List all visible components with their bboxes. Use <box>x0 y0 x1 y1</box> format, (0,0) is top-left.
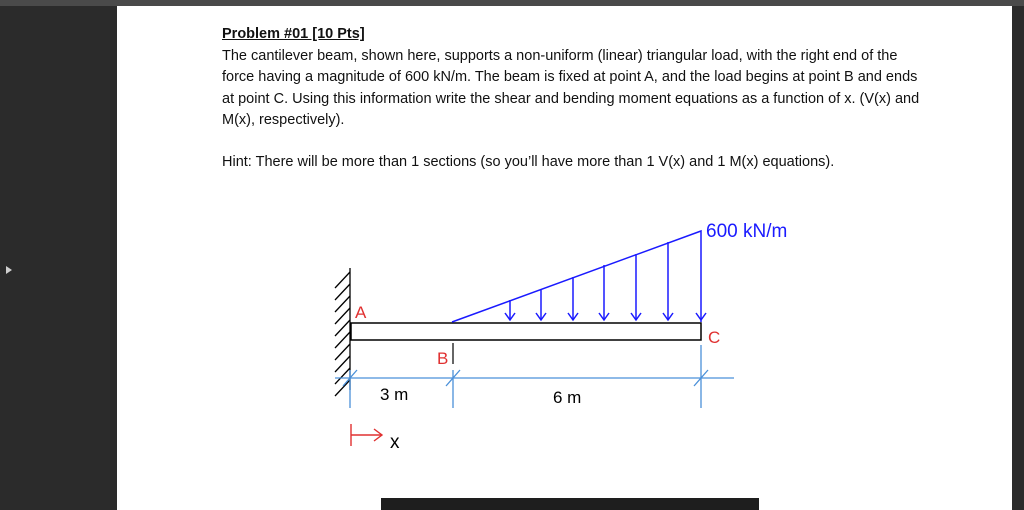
dimension-6m-label: 6 m <box>553 388 582 407</box>
problem-hint: Hint: There will be more than 1 sections (so you’ll have more than 1 V(x) and 1 M(x) equations). <box>222 154 835 170</box>
x-axis-label: x <box>390 432 400 453</box>
point-a-label: A <box>355 303 367 322</box>
load-magnitude-label: 600 kN/m <box>706 221 788 242</box>
point-b-label: B <box>437 349 449 368</box>
viewer-toolbar[interactable] <box>381 498 759 510</box>
dimension-3m-label: 3 m <box>380 385 409 404</box>
distributed-load <box>452 231 706 322</box>
fixed-support <box>335 268 350 396</box>
problem-title: Problem #01 [10 Pts] <box>222 26 365 42</box>
point-c-label: C <box>708 328 721 347</box>
problem-body: The cantilever beam, shown here, supports a non-uniform (linear) triangular load, with the right end of the force having a magnitude of 600 kN/m. The beam is fixed at point A, and the load begins at point B and ends at point C. Using this information write the shear and bending moment equations as a function of x. (V(x) and M(x), respectively). <box>222 47 920 128</box>
beam-diagram <box>117 6 1012 510</box>
sidebar-expand-icon[interactable] <box>6 266 12 274</box>
document-page <box>117 6 1012 510</box>
beam <box>351 323 701 340</box>
x-axis-arrow-icon <box>351 424 382 446</box>
